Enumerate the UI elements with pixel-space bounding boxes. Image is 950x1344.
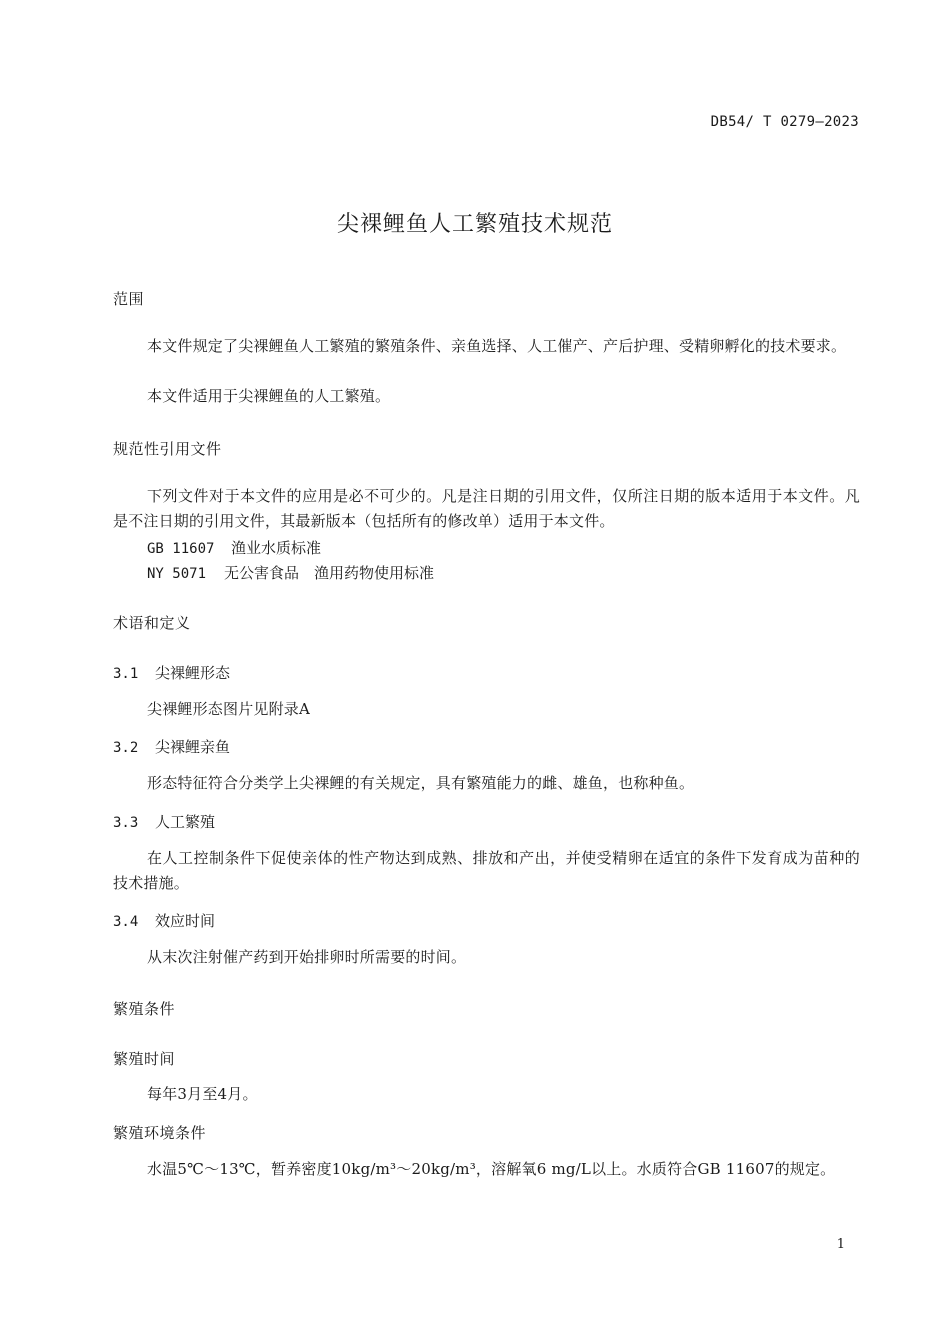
- term-definition: 在人工控制条件下促使亲体的性产物达到成熟、排放和产出，并使受精卵在适宜的条件下发育成为苗种的技术措施。: [113, 849, 860, 892]
- section-heading-scope: 范围: [113, 290, 145, 308]
- reference-code: NY 5071: [147, 566, 207, 582]
- reference-title: 无公害食品 渔用药物使用标准: [224, 564, 435, 582]
- term-heading: [113, 910, 215, 931]
- term-heading: [113, 736, 230, 757]
- scope-paragraph-1: 本文件规定了尖裸鲤鱼人工繁殖的繁殖条件、亲鱼选择、人工催产、产后护理、受精卵孵化的技术要求。: [147, 337, 847, 355]
- document-title: 尖裸鲤鱼人工繁殖技术规范: [336, 212, 613, 237]
- term-number: 3.2: [113, 740, 139, 756]
- term-definition: 形态特征符合分类学上尖裸鲤的有关规定，具有繁殖能力的雌、雄鱼，也称种鱼。: [147, 774, 695, 792]
- term-heading: [113, 811, 215, 832]
- normative-references-paragraph: 下列文件对于本文件的应用是必不可少的。凡是注日期的引用文件，仅所注日期的版本适用于本文件。凡是不注日期的引用文件，其最新版本（包括所有的修改单）适用于本文件。: [113, 487, 860, 530]
- subsection-heading-breeding-time: 繁殖时间: [113, 1050, 176, 1068]
- term-name: 人工繁殖: [155, 813, 216, 831]
- term-definition: 从末次注射催产药到开始排卵时所需要的时间。: [147, 948, 467, 966]
- term-number: 3.4: [113, 914, 139, 930]
- term-name: 尖裸鲤亲鱼: [155, 738, 231, 756]
- scope-paragraph-2: 本文件适用于尖裸鲤鱼的人工繁殖。: [147, 387, 391, 405]
- breeding-environment-text: 水温5℃～13℃，暂养密度10kg/m³～20kg/m³，溶解氧6 mg/L以上。水质符合GB 11607的规定。: [147, 1160, 836, 1178]
- term-number: 3.1: [113, 666, 139, 682]
- section-heading-normative-references: 规范性引用文件: [113, 440, 222, 458]
- reference-item: [147, 562, 434, 583]
- term-number: 3.3: [113, 815, 139, 831]
- breeding-time-text: 每年3月至4月。: [147, 1085, 258, 1103]
- subsection-heading-breeding-environment: 繁殖环境条件: [113, 1124, 207, 1142]
- term-heading: [113, 662, 230, 683]
- reference-item: [147, 537, 321, 558]
- reference-code: GB 11607: [147, 541, 215, 557]
- section-heading-terms: 术语和定义: [113, 614, 191, 632]
- reference-title: 渔业水质标准: [231, 539, 322, 557]
- term-name: 效应时间: [155, 912, 216, 930]
- page-number: 1: [836, 1237, 845, 1252]
- term-name: 尖裸鲤形态: [155, 664, 231, 682]
- standard-code: DB54/ T 0279—2023: [710, 114, 859, 130]
- section-heading-breeding-conditions: 繁殖条件: [113, 1000, 176, 1018]
- term-definition: 尖裸鲤形态图片见附录A: [147, 700, 311, 718]
